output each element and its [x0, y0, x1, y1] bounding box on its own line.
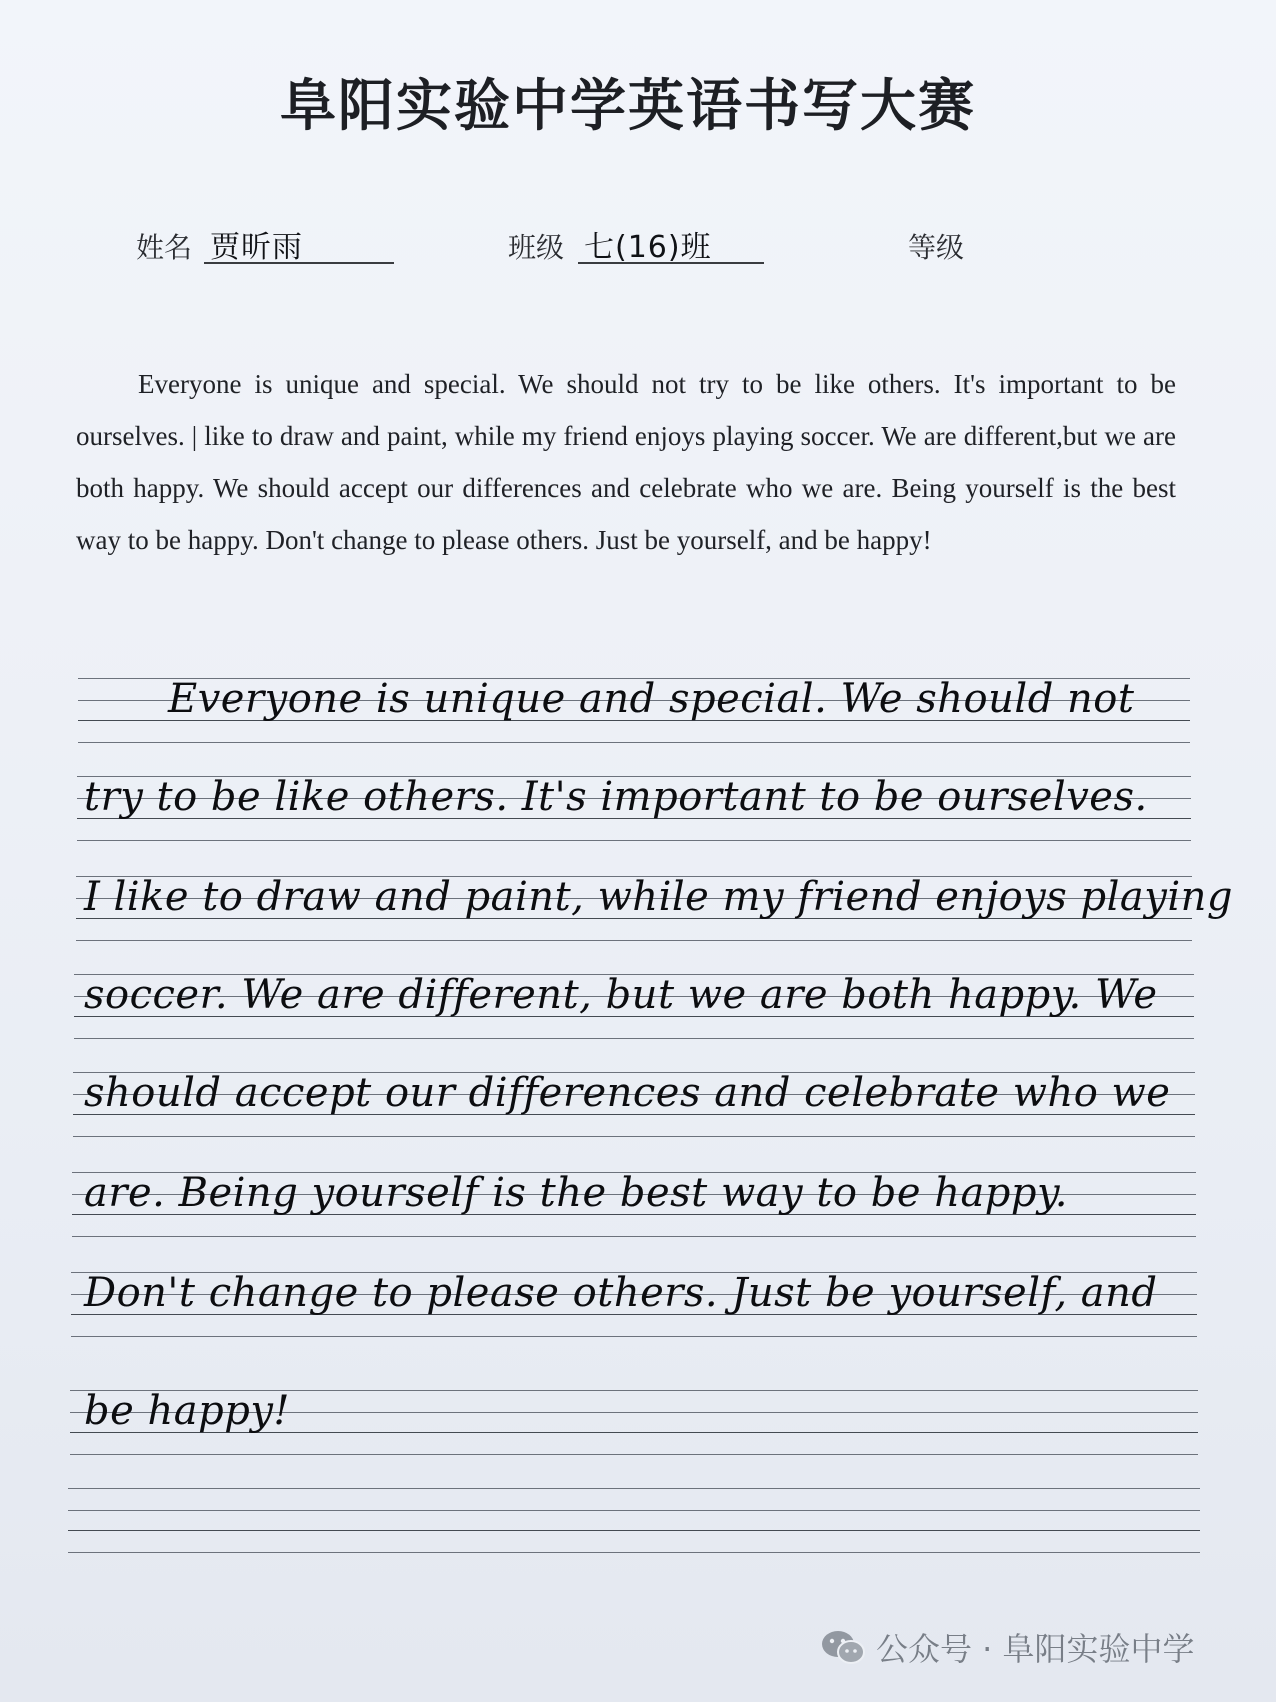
guide-line [68, 1530, 1199, 1531]
handwriting-line-8: be happy! [84, 1388, 290, 1434]
handwriting-line-5: should accept our differences and celebrate who we [84, 1070, 1171, 1116]
handwriting-line-4: soccer. We are different, but we are both happy. We [84, 972, 1158, 1018]
guide-line [74, 1038, 1193, 1039]
guide-line [68, 1510, 1199, 1511]
name-label: 姓名 [136, 231, 193, 264]
guide-line [73, 1136, 1195, 1137]
wechat-icon [820, 1627, 866, 1667]
guide-line [71, 1336, 1197, 1337]
guide-line [78, 742, 1190, 743]
class-value: 七(16)班 [584, 230, 712, 265]
watermark [820, 1624, 1195, 1670]
class-underline [578, 262, 764, 264]
guide-line [77, 840, 1191, 841]
guide-line [70, 1454, 1199, 1455]
contest-title: 阜阳实验中学英语书写大赛 [280, 73, 976, 139]
grade-label: 等级 [908, 231, 965, 264]
class-label: 班级 [508, 231, 565, 264]
guide-line [68, 1488, 1199, 1489]
guide-line [68, 1552, 1199, 1553]
name-value: 贾昕雨 [210, 230, 303, 265]
handwriting-line-3: I like to draw and paint, while my friend enjoys playing [84, 874, 1234, 920]
handwriting-line-7: Don't change to please others. Just be yourself, and [84, 1270, 1158, 1316]
handwriting-line-2: try to be like others. It's important to be ourselves. [84, 774, 1148, 820]
watermark-text: 公众号 · 阜阳实验中学 [876, 1630, 1195, 1668]
name-underline [204, 262, 394, 264]
model-paragraph: Everyone is unique and special. We should not try to be like others. It's important to be ourselves. | like to draw and paint, while my friend enjoys playing soccer. We are different,but we are both happy. We should accept our differences and celebrate who we are. Being yourself is the best way to be happy. Don't change to please others. Just be yourself, and be happy! [76, 369, 1176, 555]
handwriting-line-1: Everyone is unique and special. We should not [168, 676, 1135, 722]
guide-line [76, 940, 1193, 941]
guide-line [72, 1236, 1196, 1237]
handwriting-line-6: are. Being yourself is the best way to be happy. [84, 1170, 1069, 1216]
